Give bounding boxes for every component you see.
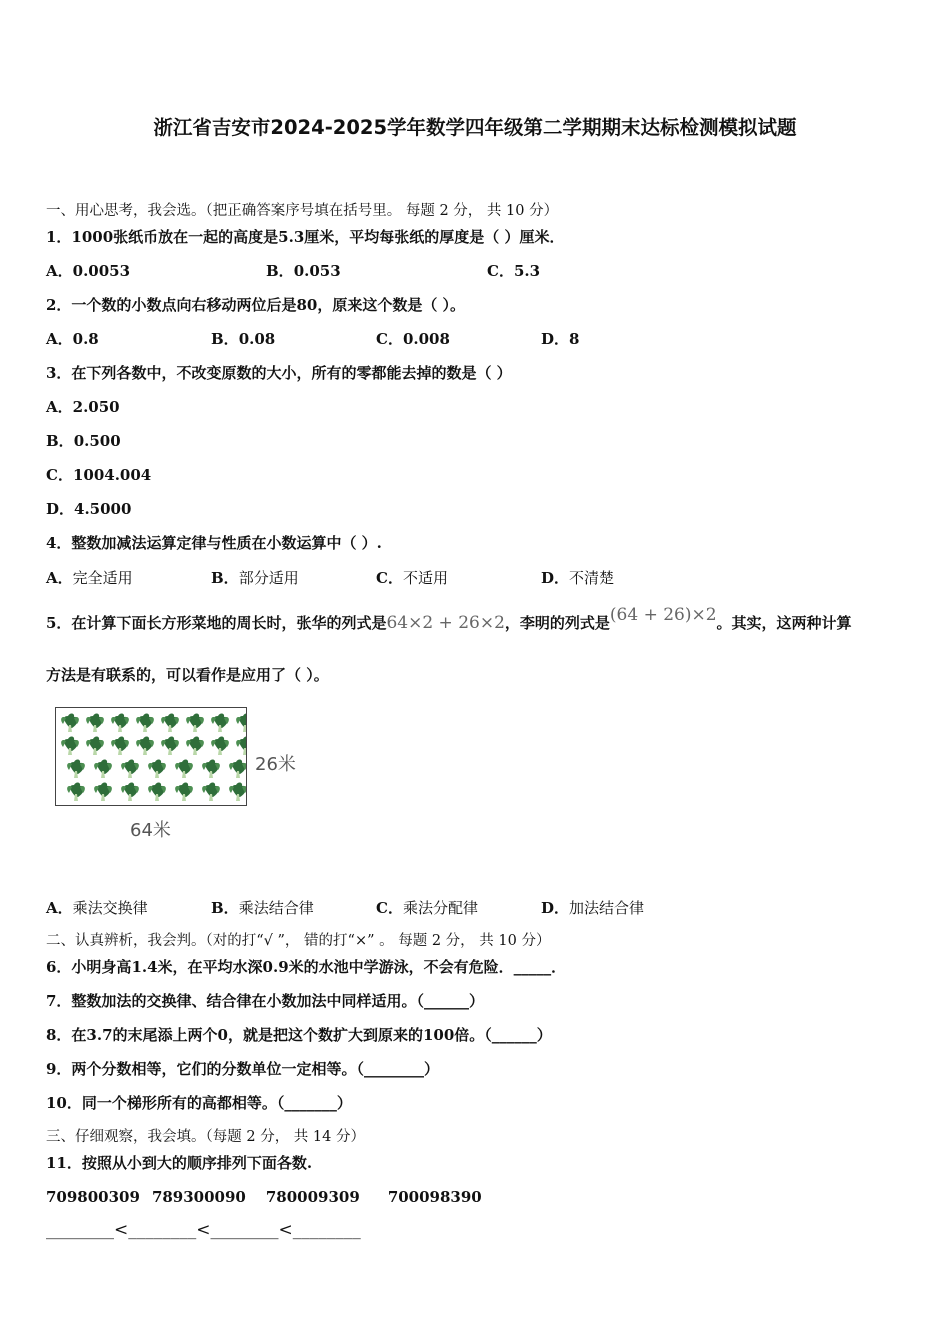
question-7: 7．整数加法的交换律、结合律在小数加法中同样适用。（______） <box>46 992 484 1010</box>
q3-option-a: A．2.050 <box>46 398 120 416</box>
q1-option-a: A．0.0053 <box>46 262 131 280</box>
field-width-label: 26米 <box>255 754 296 775</box>
vegetable-plant-icon <box>236 736 246 755</box>
question-5-continued: 方法是有联系的，可以看作是应用了（ ）。 <box>46 666 329 684</box>
vegetable-plant-icon <box>111 713 129 732</box>
question-1: 1．1000张纸币放在一起的高度是5.3厘米，平均每张纸的厚度是（ ）厘米． <box>46 228 565 246</box>
vegetable-plant-icon <box>136 736 154 755</box>
q5-option-c: C．乘法分配律 <box>376 899 478 917</box>
vegetable-plant-icon <box>211 736 229 755</box>
field-length-label: 64米 <box>130 820 171 841</box>
q2-option-d: D．8 <box>541 330 580 348</box>
q11-numbers: 709800309 789300090 780009309 700098390 <box>46 1188 482 1206</box>
vegetable-plant-icon <box>211 713 229 732</box>
section-2-heading: 二、认真辨析，我会判。（对的打“√ ”， 错的打“×” 。 每题 2 分， 共 10 分） <box>46 933 551 949</box>
vegetable-plant-icon <box>86 713 104 732</box>
question-10: 10．同一个梯形所有的高都相等。（_______） <box>46 1094 352 1112</box>
question-9: 9．两个分数相等，它们的分数单位一定相等。（________） <box>46 1060 439 1078</box>
question-2: 2．一个数的小数点向右移动两位后是80，原来这个数是（ ）。 <box>46 296 466 314</box>
vegetable-plant-icon <box>229 759 246 778</box>
section-3-heading: 三、仔细观察，我会填。（每题 2 分， 共 14 分） <box>46 1129 365 1145</box>
question-3: 3．在下列各数中，不改变原数的大小，所有的零都能去掉的数是（ ） <box>46 364 512 382</box>
vegetable-plant-icon <box>61 736 79 755</box>
vegetable-plant-icon <box>61 713 79 732</box>
vegetable-plant-icon <box>67 759 85 778</box>
vegetable-plant-icon <box>175 782 193 801</box>
vegetable-plant-icon <box>161 713 179 732</box>
vegetable-plant-icon <box>136 713 154 732</box>
vegetable-plant-icon <box>202 759 220 778</box>
vegetable-plant-icon <box>229 782 246 801</box>
question-11: 11．按照从小到大的顺序排列下面各数. <box>46 1154 313 1172</box>
question-4: 4．整数加减法运算定律与性质在小数运算中（ ）. <box>46 534 382 552</box>
q1-option-b: B．0.053 <box>266 262 341 280</box>
q11-answer-blanks: ________<________<________<________ <box>46 1220 361 1240</box>
q4-option-a: A．完全适用 <box>46 569 133 587</box>
vegetable-plant-icon <box>111 736 129 755</box>
question-6: 6．小明身高1.4米，在平均水深0.9米的水池中学游泳，不会有危险．_____． <box>46 958 567 976</box>
vegetable-plant-icon <box>67 782 85 801</box>
vegetable-plant-icon <box>148 759 166 778</box>
q2-option-c: C．0.008 <box>376 330 450 348</box>
question-8: 8．在3.7的末尾添上两个0，就是把这个数扩大到原来的100倍。（______） <box>46 1026 552 1044</box>
q1-option-c: C．5.3 <box>487 262 541 280</box>
vegetable-plant-icon <box>186 736 204 755</box>
vegetable-plant-icon <box>94 759 112 778</box>
q4-option-c: C．不适用 <box>376 569 448 587</box>
vegetable-plant-icon <box>86 736 104 755</box>
section-1-heading: 一、用心思考，我会选。（把正确答案序号填在括号里。 每题 2 分， 共 10 分） <box>46 203 559 219</box>
vegetable-plants <box>56 708 246 805</box>
q2-option-b: B．0.08 <box>211 330 276 348</box>
vegetable-plant-icon <box>186 713 204 732</box>
vegetable-plant-icon <box>236 713 246 732</box>
question-5: 5．在计算下面长方形菜地的周长时，张华的列式是64×2 + 26×2，李明的列式是(64 + 26)×2。其实，这两种计算 <box>46 605 852 633</box>
vegetable-plant-icon <box>121 782 139 801</box>
q3-option-d: D．4.5000 <box>46 500 132 518</box>
vegetable-field-figure <box>55 707 247 806</box>
q4-option-d: D．不清楚 <box>541 569 615 587</box>
q5-option-b: B．乘法结合律 <box>211 899 314 917</box>
vegetable-plant-icon <box>121 759 139 778</box>
vegetable-plant-icon <box>148 782 166 801</box>
vegetable-plant-icon <box>202 782 220 801</box>
q2-option-a: A．0.8 <box>46 330 99 348</box>
formula-liming: (64 + 26)×2 <box>609 605 717 625</box>
q4-option-b: B．部分适用 <box>211 569 299 587</box>
page-title: 浙江省吉安市2024-2025学年数学四年级第二学期期末达标检测模拟试题 <box>153 116 797 139</box>
q3-option-b: B．0.500 <box>46 432 121 450</box>
formula-zhanghua: 64×2 + 26×2 <box>386 613 505 633</box>
vegetable-plant-icon <box>161 736 179 755</box>
q3-option-c: C．1004.004 <box>46 466 152 484</box>
q5-option-a: A．乘法交换律 <box>46 899 148 917</box>
q5-option-d: D．加法结合律 <box>541 899 645 917</box>
vegetable-plant-icon <box>175 759 193 778</box>
vegetable-plant-icon <box>94 782 112 801</box>
